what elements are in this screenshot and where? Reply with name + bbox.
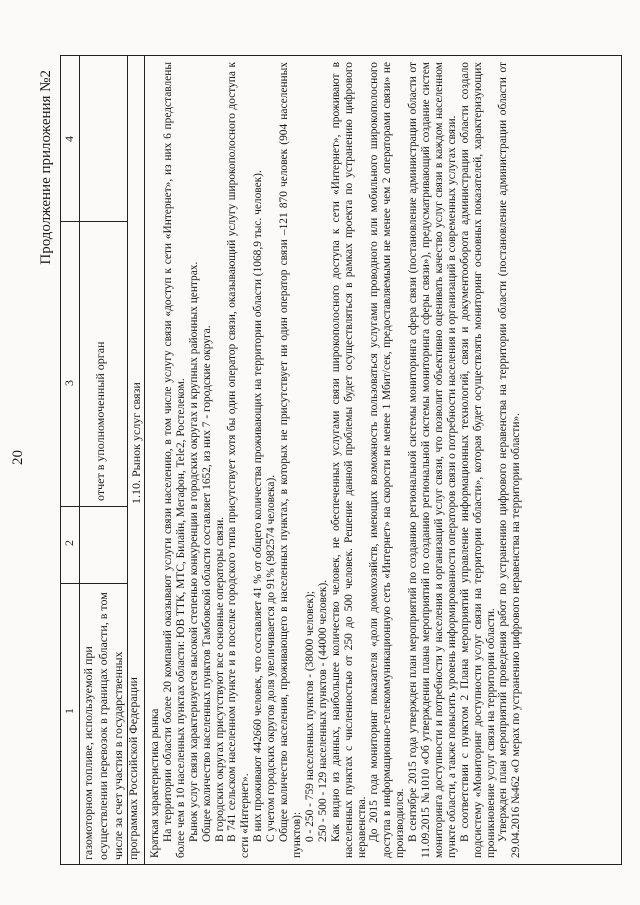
appendix-continuation: Продолжение приложения №2 bbox=[38, 70, 54, 265]
body-paragraph: В соответствии с пунктом 2 Плана мероприятий управление информационных технологий, связи и документооборота администрации области создало подсистему «Мониторинг доступности услуг связи на территории области», которая будет осуществлять мониторинг основных показателей, характеризующих проникновение услуг связи на территории области. bbox=[458, 62, 497, 858]
body-paragraph: 0 - 250 - 759 населенных пунктов - (38000 человек); bbox=[303, 590, 316, 842]
body-paragraph: Как видно из данных, наибольшее количество человек, не обеспеченных услугами связи широкополосного доступа к сети «Интернет», проживают в населенных пунктах с численностью от 250 до 500 человек. Решение данной проблемы будет осуществляться в рамках проекта по устранению цифрового неравенства. bbox=[329, 62, 368, 858]
row-cell-description: газомоторном топливе, используемой при осуществлении перевозок в границах области, в том числе за счет участия в государственных программах Российской Федерации bbox=[81, 592, 140, 860]
section-title: 1.10. Рынок услуг связи bbox=[129, 382, 143, 504]
body-paragraph: В городских округах присутствуют все основные операторы связи. bbox=[213, 516, 226, 842]
col-header-3: 3 bbox=[62, 380, 76, 386]
section-heading-row bbox=[128, 56, 145, 864]
page-number: 20 bbox=[10, 450, 26, 465]
col-header-1: 1 bbox=[62, 708, 76, 714]
body-paragraph: Утвержден план мероприятий проведения работ по устранению цифрового неравенства на территории области (постановление администрации области от 29.04.2016 №462 «О мерах по устранению цифрового неравенства на территории области». bbox=[497, 62, 523, 858]
data-table bbox=[60, 55, 622, 865]
col-header-2: 2 bbox=[62, 540, 76, 546]
body-paragraph: До 2015 года мониторинг показателя «доли домохозяйств, имеющих возможность пользоваться услугами проводного или мобильного широкополосного доступа в информационно-телекоммуникационную сеть «Интернет» на скорости не менее 1 Мбит/сек, предоставляемыми не менее чем 2 операторами связи» не производился. bbox=[368, 62, 407, 858]
body-paragraph: Общее количество населенных пунктов Тамбовской области составляет 1652, из них 7 - городские округа. bbox=[200, 325, 213, 842]
market-description-text bbox=[149, 62, 523, 858]
body-paragraph: Рынок услуг связи характеризуется высокой степенью конкуренции в городских округах и крупных районных центрах. bbox=[187, 261, 200, 842]
body-paragraph: 250 - 500 - 129 населенных пунктов - (44000 человек). bbox=[316, 579, 329, 842]
body-paragraph: В сентябре 2015 года утвержден план мероприятий по созданию региональной системы мониторинга сфера связи (постановление администрации области от 11.09.2015 №1010 «Об утверждении плана мероприятий по созданию региональной системы мониторинга сферы связи»), предусматривающий создание систем мониторинга доступности и потребности у населения и организаций услуг связи, что позволит объективно оценивать качество услуг связи в каждом населенном пункте области, а также повысить уровень информированности операторов связи о потребности населения и организаций в современных услугах связи. bbox=[407, 62, 458, 858]
body-paragraph: С учетом городских округов доля увеличивается до 91% (982574 человека). bbox=[265, 474, 278, 842]
body-paragraph: Общее количество населения, проживающего в населенных пунктах, в которых не присутствует ни один оператор связи –121 870 человек (904 населенных пунктов): bbox=[278, 62, 303, 858]
body-paragraph: В них проживают 442660 человек, что составляет 41 % от общего количества проживающих на территории области (1068,9 тыс. человек). bbox=[252, 170, 265, 842]
body-paragraph: Краткая характеристика рынка bbox=[149, 708, 161, 858]
col-header-4: 4 bbox=[62, 136, 76, 142]
row-cell-report: отчет в уполномоченный орган bbox=[93, 341, 107, 501]
body-paragraph: На территории области более 20 компаний оказывают услуги связи населению, в том числе услугу связи «доступ к сети «Интернет», из них 6 представлены более чем в 10 населенных пунктах области: ЮВ ТТК, МТС, Билайн, Мегафон, Tele2, Ростелеком. bbox=[161, 62, 187, 858]
table-header-row bbox=[61, 56, 80, 864]
body-paragraph: В 741 сельском населенном пункте и в поселке городского типа присутствует хотя бы один оператор связи, оказывающий услугу широкополосного доступа к сети «Интернет». bbox=[226, 62, 252, 858]
